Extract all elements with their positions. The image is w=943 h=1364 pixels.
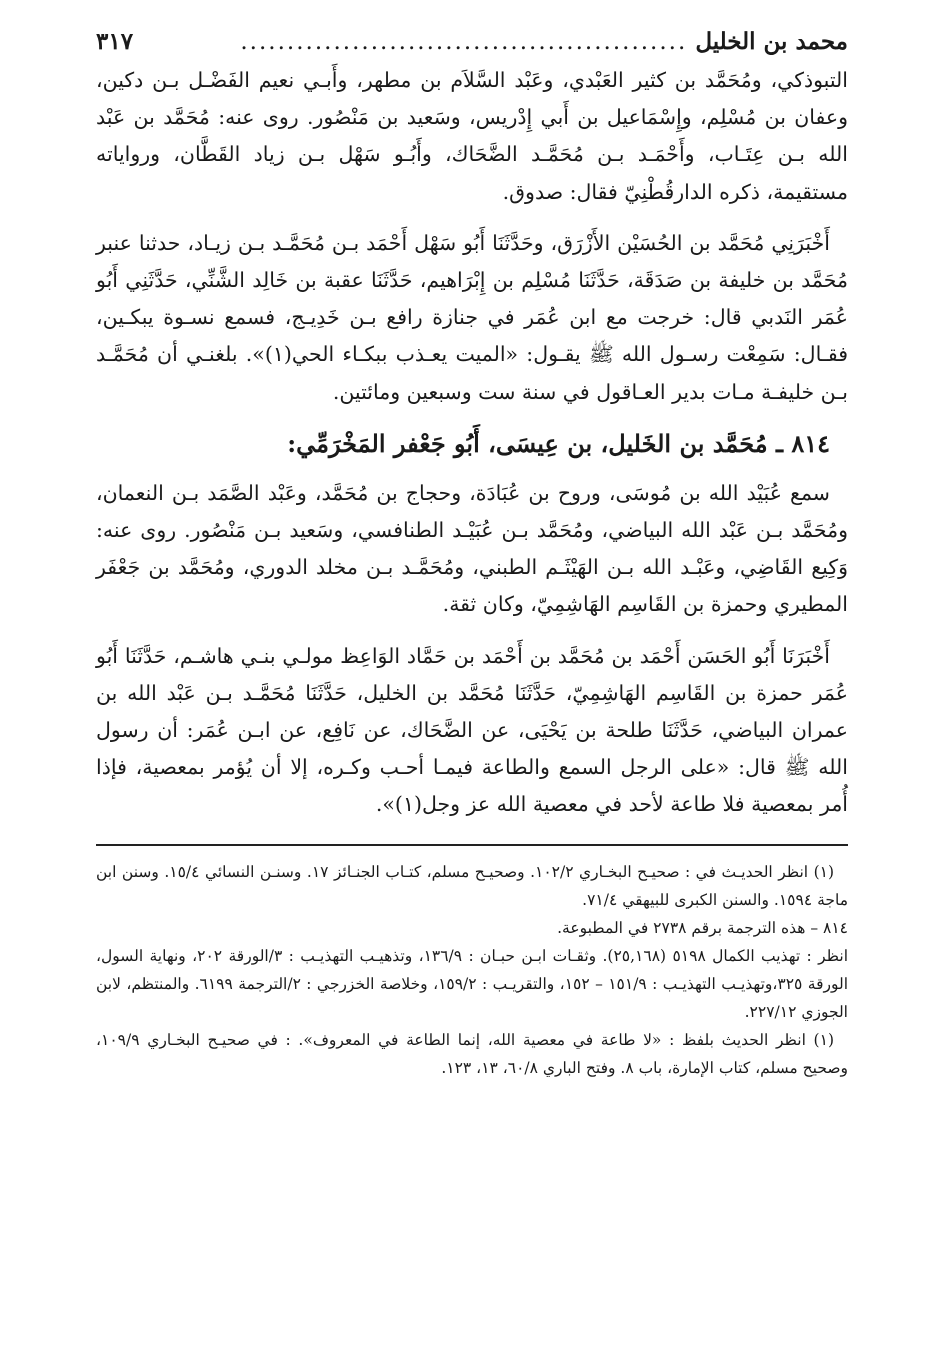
paragraph-hadith-1: أَخْبَرَنِي مُحَمَّد بن الحُسَيْن الأَزْرَق، وحَدَّثَنَا أَبُو سَهْل أَحْمَد بـن مُحَمَّـد بـن زيـاد، حدثنا عنبر مُحَمَّد بن خليفة بن صَدَقَة، حَدَّثَنَا مُسْلِم بن إِبْرَاهيم، حَدَّثَنَا عقبة بن خَالِد الشَّنِّي، حَدَّثَنِي أَبُو عُمَر النَدبي قال: خرجت مع ابن عُمَر في جنازة رافع بـن خَدِيـج، فسمع نسـوة يبكـين، فقـال: سَمِعْت رسـول الله ﷺ يقـول: «الميت يعـذب ببكـاء الحي(١)». بلغنـي أن مُحَمَّـد بـن خليفـة مـات بدير العـاقول في سنة ست وسبعين ومائتين. [96, 230, 848, 404]
footnote-sources: انظر : تهذيب الكمال ٥١٩٨ (٢٥,١٦٨). وثقـات ابـن حبـان : ١٣٦/٩، وتذهيـب التهذيـب : ٣/الورقة ٢٠٢، ونهاية السول، الورقة ٣٢٥،وتهذيـب التهذيـب : ١٥١/٩ – ١٥٢، والتقريـب : ١٥٩/٢، وخلاصة الخزرجي : ٢/الترجمة ٦١٩٩. والمنتظم، لابن الجوزي ٢٢٧/١٢. [96, 946, 849, 1021]
paragraph-biography: سمع عُبَيْد الله بن مُوسَى، وروح بن عُبَادَة، وحجاج بن مُحَمَّد، وعَبْد الصَّمَد بـن النعمان، ومُحَمَّد بـن عَبْد الله البياضي، ومُحَمَّد بـن عُبَيْـد الطنافسي، وسَعيد بـن مَنْصُور. روى عنه: وَكِيع القَاضِي، وعَبْـد الله بـن الهَيْثَـم الطبني، ومُحَمَّـد بـن مخلد الدوري، ومُحَمَّد بن جَعْفَر المطيري وحمزة بن القَاسِم الهَاشِمِيّ، وكان ثقة. [96, 480, 848, 617]
footnote-entry-note: ٨١٤ – هذه الترجمة برقم ٢٧٣٨ في المطبوعة. [557, 918, 848, 937]
page-number: ٣١٧ [96, 28, 134, 55]
running-header [96, 22, 848, 62]
footnote-1: (١) انظر الحديـث في : صحيـح البخـاري ١٠٢/٢. وصحيـح مسلم، كتـاب الجنـائز ١٧. وسنـن النسائي ١٥/٤. وسنن ابن ماجة ١٥٩٤. والسنن الكبرى للبيهقي ٧١/٤. [96, 862, 848, 909]
leader-dots: ................................................ [240, 29, 688, 55]
book-page [96, 22, 848, 1082]
entry-heading-814: ٨١٤ ـ مُحَمَّد بن الخَليل، بن عِيسَى، أَبُو جَعْفر المَخْرَمِّي: [287, 428, 830, 458]
footnote-divider [96, 844, 848, 846]
paragraph-continuation: التبوذكي، ومُحَمَّد بن كثير العَبْدي، وعَبْد السَّلاَم بن مطهر، وأَبـي نعيم الفَضْـل بـن دكين، وعفان بن مُسْلِم، وإِسْمَاعيل بن أَبي إِدْريس، وسَعيد بن مَنْصُور. روى عنه: مُحَمَّد بن عَبْد الله بـن عِتَـاب، وأَحْمَـد بـن مُحَمَّـد الضَّحَاك، وأَبُـو سَهْل بـن زياد القَطَّان، ورواياته مستقيمة، ذكره الدارقُطْنِيّ فقال: صدوق. [96, 68, 848, 204]
running-header-title: محمد بن الخليل [695, 28, 848, 55]
paragraph-hadith-2: أَخْبَرَنَا أَبُو الحَسَن أَحْمَد بن مُحَمَّد بن أَحْمَد بن حَمَّاد الوَاعِظ مولـي بنـي هاشـم، حَدَّثَنَا أَبُو عُمَر حمزة بن القَاسِم الهَاشِمِيّ، حَدَّثَنَا مُحَمَّد بن الخليل، حَدَّثَنَا مُحَمَّـد بـن عَبْد الله بن عمران البياضي، حَدَّثَنَا طلحة بن يَحْيَى، عن الضَّحَاك، عن نَافِع، عن ابـن عُمَر: أن رسول الله ﷺ قال: «على الرجل السمع والطاعة فيمـا أحـب وكـره، إلا أن يُؤمر بمعصية، فإذا أُمر بمعصية فلا طاعة لأحد في معصية الله عز وجل(١)». [96, 643, 848, 817]
footnote-2: (١) انظر الحديث بلفظ : «لا طاعة في معصية الله، إنما الطاعة في المعروف». : في صحيـح البخـاري ١٠٩/٩، وصحيح مسلم، كتاب الإمارة، باب ٨. وفتح الباري ٦٠/٨، ١٣، ١٢٣. [96, 1030, 848, 1077]
